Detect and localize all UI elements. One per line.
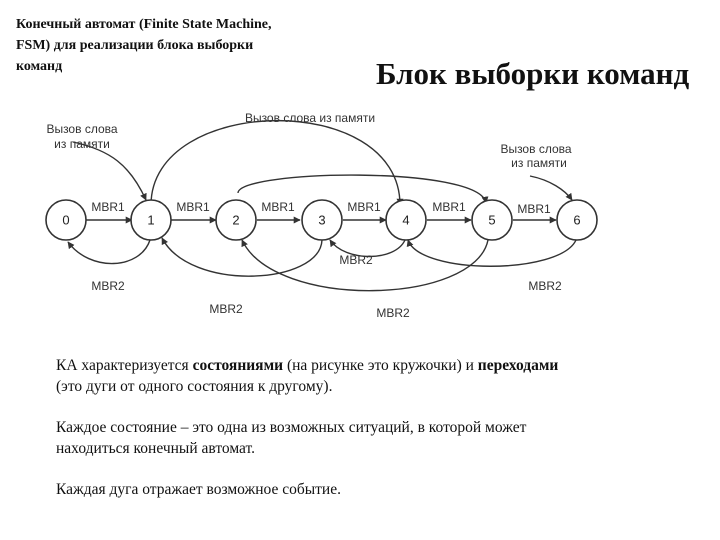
label-mbr1-3-4: MBR1 [347,200,381,214]
paragraph-1-line-1 [56,355,696,376]
state-label-3: 3 [318,212,326,228]
state-label-2: 2 [232,212,240,228]
state-label-1: 1 [147,212,155,228]
arc-mbr2-right [408,240,576,266]
arc-mbr2-mid-left [162,238,322,276]
arc-1-4-fetch [151,121,400,205]
label-mbr2-right: MBR2 [528,279,562,293]
arc-fetch-right [530,176,572,200]
arc-mbr2-left [68,240,150,264]
label-mbr1-5-6: MBR1 [517,202,551,216]
slide-title: Блок выборки команд [376,56,690,91]
state-label-5: 5 [488,212,496,228]
paragraph-arc-definition [56,479,696,500]
label-mbr2-mid-left: MBR2 [209,302,243,316]
subtitle-line-3: команд [16,59,63,74]
arc-2-5-fetch [238,175,486,203]
subtitle-line-1: Конечный автомат (Finite State Machine, [16,17,272,32]
label-mbr1-4-5: MBR1 [432,200,466,214]
text-states-bold: состояниями [192,357,284,374]
subtitle-line-2: FSM) для реализации блока выборки [16,38,254,53]
label-fetch-left-2: из памяти [54,137,110,151]
text-transitions-bold: переходами [477,357,559,374]
paragraph-1-line-2: (это дуги от одного состояния к другому). [56,378,333,395]
state-label-6: 6 [573,212,581,228]
label-mbr2-bottom: MBR2 [376,306,410,320]
paragraph-3-line-1: Каждая дуга отражает возможное событие. [56,481,341,498]
label-mbr2-left: MBR2 [91,279,125,293]
label-fetch-right-1: Вызов слова [500,142,572,156]
label-fetch-top: Вызов слова из памяти [244,111,376,125]
paragraph-2-line-1: Каждое состояние – это одна из возможных ситуаций, в которой может [56,419,527,436]
state-label-0: 0 [62,212,70,228]
paragraph-state-definition [56,417,696,459]
label-mbr1-0-1: MBR1 [91,200,125,214]
paragraph-states [56,355,696,397]
label-mbr1-2-3: MBR1 [261,200,295,214]
description [56,355,696,500]
state-label-4: 4 [402,212,410,228]
label-mbr2-mid: MBR2 [339,253,373,267]
text-p1-c: (на рисунке это кружочки) и [283,357,478,374]
text-p1-a: КА характеризуется [56,357,193,374]
label-fetch-left-1: Вызов слова [46,122,118,136]
label-mbr1-1-2: MBR1 [176,200,210,214]
paragraph-2-line-2: находиться конечный автомат. [56,440,256,457]
label-fetch-right-2: из памяти [511,156,567,170]
